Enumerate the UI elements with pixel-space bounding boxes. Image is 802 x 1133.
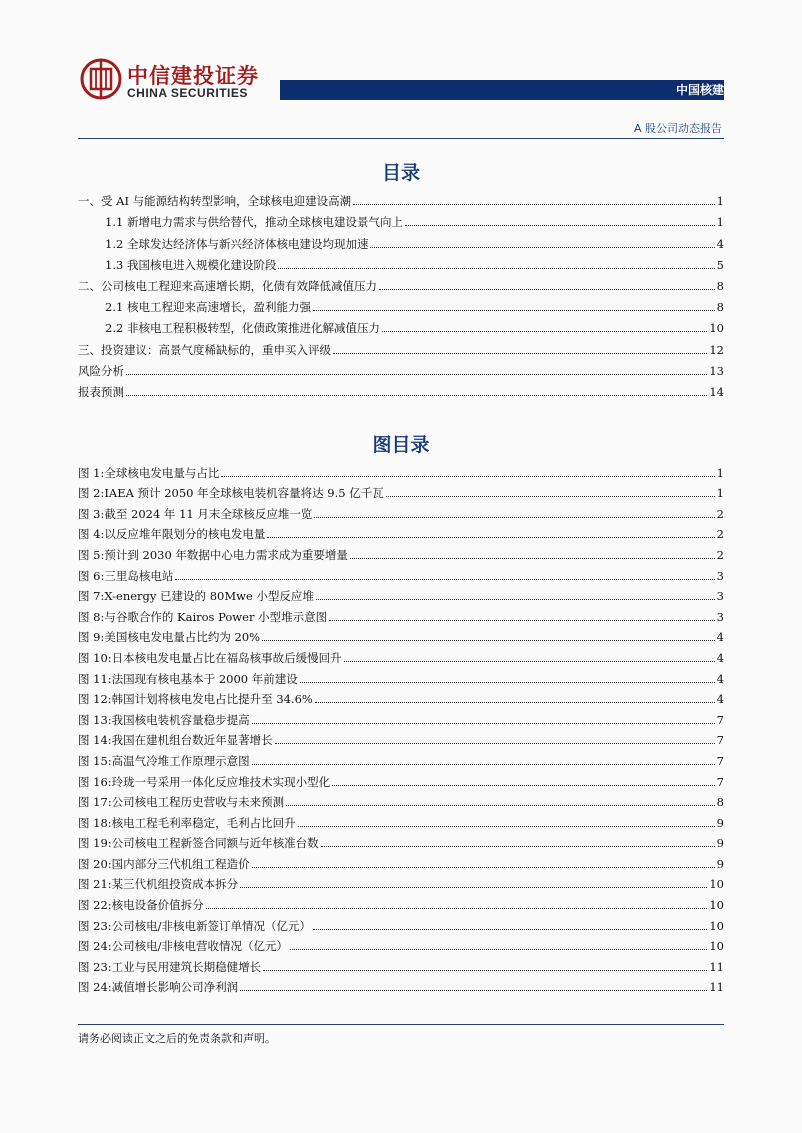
dot-leader [252, 867, 715, 868]
dot-leader [370, 247, 714, 248]
figure-toc-item-label: 图 9:美国核电发电量占比约为 20% [78, 630, 261, 645]
figure-toc-item-label: 图 6:三里岛核电站 [78, 568, 174, 583]
figure-toc-item[interactable] [78, 644, 724, 665]
toc-item-label: 1.2 全球发达经济体与新兴经济体核电建设均现加速 [105, 236, 369, 251]
footer-disclaimer: 请务必阅读正文之后的免责条款和声明。 [78, 1032, 276, 1045]
figure-toc-item-label: 图 16:玲珑一号采用一体化反应堆技术实现小型化 [78, 774, 331, 789]
footer-divider [78, 1024, 724, 1025]
toc-item-label: 报表预测 [78, 384, 124, 399]
figure-toc-item-page: 10 [709, 898, 724, 913]
company-tag: 中国核建 [675, 83, 724, 97]
figure-toc-item[interactable] [78, 830, 724, 851]
toc-item-label: 1.1 新增电力需求与供给替代，推动全球核电建设景气向上 [105, 215, 403, 230]
figure-toc-item-label: 图 20:国内部分三代机组工程造价 [78, 856, 250, 871]
figure-toc-item-page: 9 [716, 836, 724, 851]
toc-item-page: 14 [709, 384, 724, 399]
toc-item-page: 12 [709, 342, 724, 357]
figure-toc-title: 图目录 [372, 434, 430, 456]
figure-toc-item-page: 1 [716, 465, 724, 480]
figure-toc-item-label: 图 3:截至 2024 年 11 月末全球核反应堆一览 [78, 506, 313, 521]
dot-leader [344, 661, 715, 662]
figure-toc-item-page: 4 [716, 650, 724, 665]
figure-toc-item-page: 4 [716, 630, 724, 645]
figure-toc-item-page: 2 [716, 527, 724, 542]
toc-item[interactable] [78, 229, 724, 250]
toc-item-label: 风险分析 [78, 363, 124, 378]
dot-leader [275, 743, 715, 744]
figure-toc-item-label: 图 17:公司核电工程历史营收与未来预测 [78, 795, 285, 810]
dot-leader [175, 579, 714, 580]
toc-item-label: 1.3 我国核电进入规模化建设阶段 [105, 257, 277, 272]
dot-leader [278, 268, 714, 269]
figure-toc-item[interactable] [78, 624, 724, 645]
figure-toc-item-label: 图 24:减值增长影响公司净利润 [78, 980, 239, 995]
figure-toc-item-label: 图 21:某三代机组投资成本拆分 [78, 877, 239, 892]
dot-leader [353, 204, 715, 205]
figure-toc-item-label: 图 23:工业与民用建筑长期稳健增长 [78, 959, 262, 974]
figure-toc-item-label: 图 18:核电工程毛利率稳定，毛利占比回升 [78, 815, 296, 830]
toc-item-page: 10 [709, 321, 724, 336]
toc-item[interactable] [78, 314, 724, 335]
dot-leader [379, 289, 715, 290]
toc-item[interactable] [78, 293, 724, 314]
figure-toc-item-page: 3 [716, 568, 724, 583]
figure-toc-item[interactable] [78, 603, 724, 624]
figure-toc-item-page: 7 [716, 712, 724, 727]
figure-toc-item[interactable] [78, 974, 724, 995]
figure-toc-item[interactable] [78, 789, 724, 810]
figure-toc-item[interactable] [78, 480, 724, 501]
figure-toc-item-label: 图 13:我国核电装机容量稳步提高 [78, 712, 250, 727]
dot-leader [290, 949, 707, 950]
figure-toc-item-page: 11 [709, 980, 724, 995]
dot-leader [240, 887, 707, 888]
dot-leader [333, 353, 707, 354]
dot-leader [252, 723, 715, 724]
dot-leader [300, 682, 715, 683]
toc-item-page: 1 [716, 194, 724, 209]
figure-toc-list [78, 459, 724, 994]
dot-leader [316, 599, 715, 600]
toc-title: 目录 [381, 162, 420, 184]
figure-toc-item-label: 图 22:核电设备价值拆分 [78, 898, 204, 913]
dot-leader [321, 846, 715, 847]
toc-item-page: 5 [716, 257, 724, 272]
figure-toc-item[interactable] [78, 912, 724, 933]
figure-toc-item[interactable] [78, 459, 724, 480]
figure-toc-item-page: 10 [709, 939, 724, 954]
figure-toc-item-page: 10 [709, 918, 724, 933]
dot-leader [405, 225, 715, 226]
figure-toc-item[interactable] [78, 871, 724, 892]
figure-toc-item[interactable] [78, 727, 724, 748]
figure-toc-item[interactable] [78, 686, 724, 707]
figure-toc-item-label: 图 14:我国在建机组台数近年显著增长 [78, 733, 273, 748]
brand-name-cn: 中信建投证券 [127, 64, 259, 88]
figure-toc-item-page: 8 [716, 795, 724, 810]
dot-leader [332, 785, 715, 786]
figure-toc-item-page: 4 [716, 692, 724, 707]
dot-leader [386, 496, 715, 497]
dot-leader [262, 640, 715, 641]
figure-toc-item[interactable] [78, 953, 724, 974]
dot-leader [221, 476, 714, 477]
figure-toc-item-page: 7 [716, 753, 724, 768]
brand-name-en: CHINA SECURITIES [127, 86, 248, 100]
figure-toc-item-page: 3 [716, 609, 724, 624]
toc-list [78, 187, 724, 399]
dot-leader [267, 537, 714, 538]
toc-item-page: 13 [709, 363, 724, 378]
figure-toc-item-page: 7 [716, 733, 724, 748]
figure-toc-item[interactable] [78, 500, 724, 521]
toc-item-label: 2.1 核电工程迎来高速增长，盈利能力强 [105, 300, 311, 315]
header-bar [280, 80, 724, 100]
dot-leader [329, 620, 715, 621]
toc-item-label: 2.2 非核电工程积极转型，化债政策推进化解减值压力 [105, 321, 380, 336]
figure-toc-item-page: 3 [716, 589, 724, 604]
figure-toc-item-page: 7 [716, 774, 724, 789]
toc-item[interactable] [78, 357, 724, 378]
toc-item-label: 一、受 AI 与能源结构转型影响，全球核电迎建设高潮 [78, 194, 352, 209]
dot-leader [315, 702, 715, 703]
figure-toc-item-page: 4 [716, 671, 724, 686]
figure-toc-item-label: 图 11:法国现有核电基本于 2000 年前建设 [78, 671, 298, 686]
figure-toc-item-label: 图 4:以反应堆年限划分的核电发电量 [78, 527, 266, 542]
toc-item-page: 8 [716, 300, 724, 315]
toc-item[interactable] [78, 272, 724, 293]
figure-toc-item-label: 图 7:X-energy 已建设的 80Mwe 小型反应堆 [78, 589, 314, 604]
dot-leader [286, 805, 715, 806]
figure-toc-item[interactable] [78, 933, 724, 954]
company-logo-icon [80, 58, 122, 100]
toc-item-label: 三、投资建议：高景气度稀缺标的，重申买入评级 [78, 342, 331, 357]
dot-leader [252, 764, 715, 765]
figure-toc-item-label: 图 1:全球核电发电量与占比 [78, 465, 220, 480]
toc-item[interactable] [78, 187, 724, 208]
figure-toc-item[interactable] [78, 706, 724, 727]
figure-toc-item-label: 图 5:预计到 2030 年数据中心电力需求成为重要增量 [78, 547, 348, 562]
toc-item-page: 1 [716, 215, 724, 230]
dot-leader [298, 826, 715, 827]
dot-leader [382, 331, 707, 332]
header-divider [78, 138, 724, 139]
figure-toc-item-label: 图 19:公司核电工程新签合同额与近年核准台数 [78, 836, 319, 851]
figure-toc-item-page: 9 [716, 815, 724, 830]
toc-item-page: 8 [716, 278, 724, 293]
figure-toc-item[interactable] [78, 850, 724, 871]
figure-toc-item[interactable] [78, 583, 724, 604]
figure-toc-item-label: 图 15:高温气冷堆工作原理示意图 [78, 753, 250, 768]
figure-toc-item-page: 2 [716, 506, 724, 521]
report-type: A 股公司动态报告 [633, 122, 722, 135]
figure-toc-item-page: 2 [716, 547, 724, 562]
figure-toc-item-page: 1 [716, 486, 724, 501]
dot-leader [350, 558, 715, 559]
dot-leader [126, 374, 707, 375]
dot-leader [240, 990, 707, 991]
toc-item-page: 4 [716, 236, 724, 251]
dot-leader [263, 970, 707, 971]
toc-item-label: 二、公司核电工程迎来高速增长期，化债有效降低减值压力 [78, 278, 377, 293]
dot-leader [313, 929, 707, 930]
figure-toc-item[interactable] [78, 768, 724, 789]
figure-toc-item[interactable] [78, 809, 724, 830]
toc-item[interactable] [78, 378, 724, 399]
figure-toc-item-page: 11 [709, 959, 724, 974]
figure-toc-item-label: 图 23:公司核电/非核电新签订单情况（亿元） [78, 918, 312, 933]
figure-toc-item[interactable] [78, 541, 724, 562]
figure-toc-item[interactable] [78, 665, 724, 686]
figure-toc-item[interactable] [78, 562, 724, 583]
toc-item[interactable] [78, 335, 724, 356]
dot-leader [206, 908, 708, 909]
figure-toc-item-label: 图 12:韩国计划将核电发电占比提升至 34.6% [78, 692, 313, 707]
figure-toc-item-page: 10 [709, 877, 724, 892]
figure-toc-item[interactable] [78, 521, 724, 542]
figure-toc-item-label: 图 24:公司核电/非核电营收情况（亿元） [78, 939, 289, 954]
figure-toc-item[interactable] [78, 891, 724, 912]
dot-leader [313, 310, 715, 311]
figure-toc-item-label: 图 2:IAEA 预计 2050 年全球核电装机容量将达 9.5 亿千瓦 [78, 486, 384, 501]
figure-toc-item[interactable] [78, 747, 724, 768]
toc-item[interactable] [78, 208, 724, 229]
figure-toc-item-page: 9 [716, 856, 724, 871]
figure-toc-item-label: 图 8:与谷歌合作的 Kairos Power 小型堆示意图 [78, 609, 328, 624]
figure-toc-item-label: 图 10:日本核电发电量占比在福岛核事故后缓慢回升 [78, 650, 342, 665]
dot-leader [126, 395, 707, 396]
dot-leader [314, 517, 714, 518]
toc-item[interactable] [78, 251, 724, 272]
